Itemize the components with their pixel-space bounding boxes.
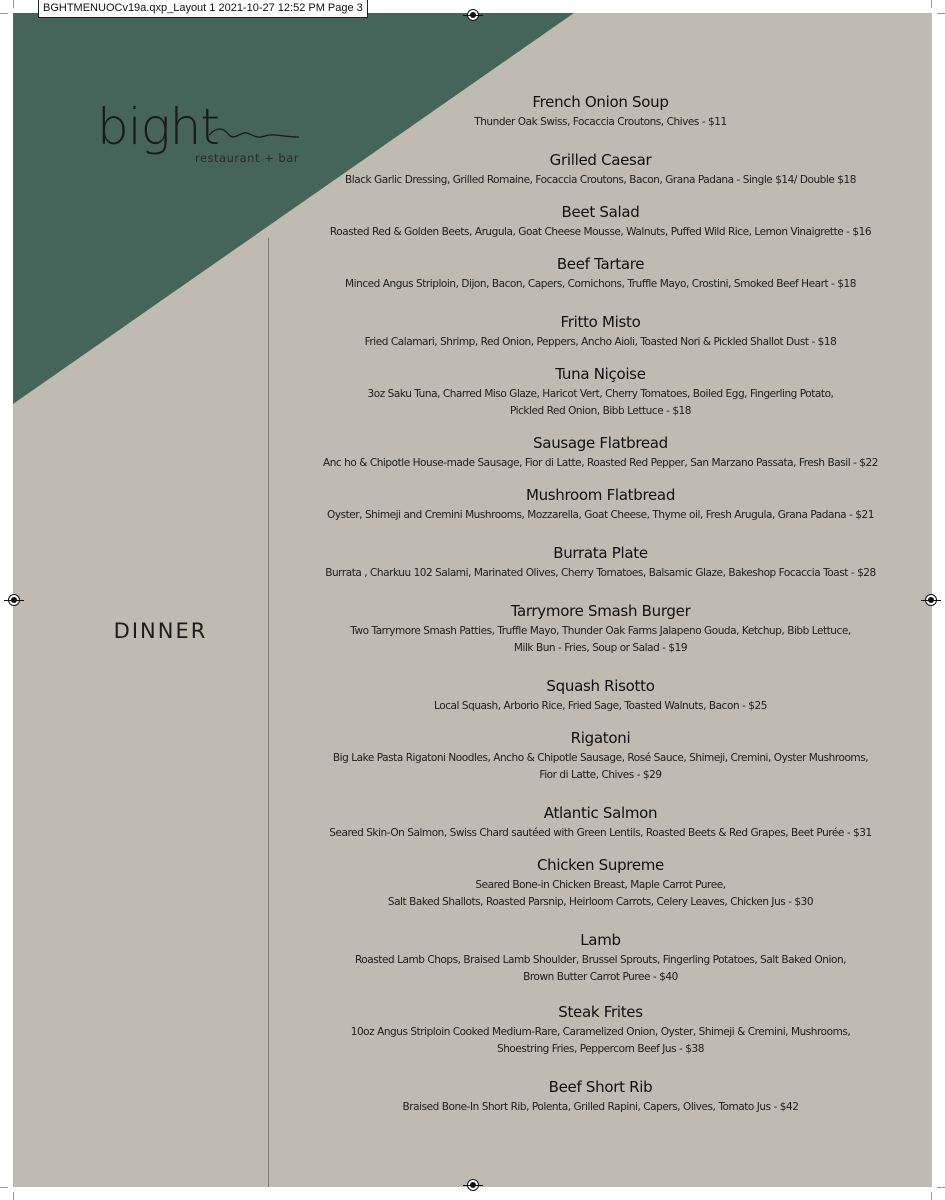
menu-item-description: Black Garlic Dressing, Grilled Romaine, Focaccia Croutons, Bacon, Grana Padana - Single $14/ Double $18 bbox=[345, 174, 856, 186]
menu-item bbox=[289, 728, 912, 784]
registration-mark bbox=[8, 594, 20, 606]
crop-mark bbox=[937, 1187, 945, 1188]
menu-item bbox=[289, 543, 912, 582]
registration-mark bbox=[467, 1179, 479, 1191]
menu-item-name: Atlantic Salmon bbox=[543, 804, 658, 822]
menu-item-description: Burrata , Charkuu 102 Salami, Marinated Olives, Cherry Tomatoes, Balsamic Glaze, Bakeshop Focaccia Toast - $28 bbox=[325, 567, 876, 579]
menu-item bbox=[289, 92, 912, 131]
crop-mark bbox=[13, 1192, 14, 1200]
registration-mark bbox=[925, 594, 937, 606]
menu-item bbox=[289, 150, 912, 189]
menu-item-name: Lamb bbox=[580, 931, 621, 949]
menu-item-name: Grilled Caesar bbox=[549, 151, 652, 169]
menu-item-name: Chicken Supreme bbox=[536, 856, 664, 874]
menu-item-description: Seared Bone-in Chicken Breast, Maple Carrot Puree, Salt Baked Shallots, Roasted Parsnip, Heirloom Carrots, Celery Leaves, Chicken Jus - $30 bbox=[387, 879, 814, 908]
crop-mark bbox=[0, 1187, 8, 1188]
menu-item-description: Fried Calamari, Shrimp, Red Onion, Peppers, Ancho Aioli, Toasted Nori & Pickled Shallot Dust - $18 bbox=[364, 336, 837, 348]
menu-item-name: French Onion Soup bbox=[532, 93, 669, 111]
menu-item bbox=[289, 855, 912, 911]
menu-item-description: Seared Skin-On Salmon, Swiss Chard sautéed with Green Lentils, Roasted Beets & Red Grapes, Beet Purée - $31 bbox=[329, 827, 872, 839]
menu-item-name: Steak Frites bbox=[558, 1003, 643, 1021]
crop-mark bbox=[937, 13, 945, 14]
logo-wordmark: bight bbox=[97, 98, 219, 156]
menu-item bbox=[289, 1077, 912, 1116]
menu-item-name: Mushroom Flatbread bbox=[525, 486, 676, 504]
menu-item-name: Tuna Niçoise bbox=[555, 365, 646, 383]
menu-item-description: Minced Angus Striploin, Dijon, Bacon, Capers, Cornichons, Truffle Mayo, Crostini, Smoked Beef Heart - $18 bbox=[345, 278, 856, 290]
menu-item-description: Anc ho & Chipotle House-made Sausage, Fior di Latte, Roasted Red Pepper, San Marzano Passata, Fresh Basil - $22 bbox=[322, 457, 878, 469]
crop-mark bbox=[0, 13, 8, 14]
menu-item bbox=[289, 803, 912, 842]
menu-item bbox=[289, 930, 912, 986]
menu-item bbox=[289, 202, 912, 241]
menu-item-description: 10oz Angus Striploin Cooked Medium-Rare, Caramelized Onion, Oyster, Shimeji & Cremini, Mushrooms, Shoestring Fries, Peppercorn Beef Jus - $38 bbox=[350, 1026, 851, 1055]
menu-item-description: Thunder Oak Swiss, Focaccia Croutons, Chives - $11 bbox=[474, 116, 727, 128]
logo-tagline: restaurant + bar bbox=[195, 151, 299, 165]
registration-mark bbox=[467, 9, 479, 21]
menu-item-name: Fritto Misto bbox=[560, 313, 641, 331]
menu-item bbox=[289, 1002, 912, 1058]
section-title: DINNER bbox=[113, 619, 208, 643]
menu-page bbox=[13, 13, 932, 1187]
menu-item-name: Sausage Flatbread bbox=[533, 434, 668, 452]
menu-item-name: Tarrymore Smash Burger bbox=[510, 602, 691, 620]
menu-item-description: Roasted Lamb Chops, Braised Lamb Shoulder, Brussel Sprouts, Fingerling Potatoes, Salt Baked Onion, Brown Butter Carrot Puree - $40 bbox=[354, 954, 847, 983]
menu-item bbox=[289, 364, 912, 420]
menu-item-description: Big Lake Pasta Rigatoni Noodles, Ancho & Chipotle Sausage, Rosé Sauce, Shimeji, Cremini, Oyster Mushrooms, Fior di Latte, Chives - $29 bbox=[332, 752, 869, 781]
crop-mark bbox=[931, 0, 932, 8]
menu-item-description: Local Squash, Arborio Rice, Fried Sage, Toasted Walnuts, Bacon - $25 bbox=[434, 700, 767, 712]
print-slug: BGHTMENUOCv19a.qxp_Layout 1 2021-10-27 12:52 PM Page 3 bbox=[38, 0, 368, 18]
menu-item-name: Beet Salad bbox=[561, 203, 640, 221]
menu-list bbox=[13, 13, 932, 1187]
menu-item-name: Squash Risotto bbox=[546, 677, 655, 695]
menu-item bbox=[289, 312, 912, 351]
menu-item-description: Braised Bone-In Short Rib, Polenta, Grilled Rapini, Capers, Olives, Tomato Jus - $42 bbox=[402, 1101, 799, 1113]
menu-item-name: Beef Short Rib bbox=[548, 1078, 653, 1096]
menu-item bbox=[289, 601, 912, 657]
menu-item-name: Rigatoni bbox=[570, 729, 631, 747]
menu-item-description: Roasted Red & Golden Beets, Arugula, Goat Cheese Mousse, Walnuts, Puffed Wild Rice, Lemon Vinaigrette - $16 bbox=[329, 226, 872, 238]
menu-item-name: Beef Tartare bbox=[556, 255, 645, 273]
crop-mark bbox=[13, 0, 14, 8]
menu-item-name: Burrata Plate bbox=[553, 544, 648, 562]
menu-item bbox=[289, 485, 912, 524]
menu-item-description: 3oz Saku Tuna, Charred Miso Glaze, Haricot Vert, Cherry Tomatoes, Boiled Egg, Fingerling Potato, Pickled Red Onion, Bibb Lettuce - $18 bbox=[367, 388, 834, 417]
menu-item-description: Two Tarrymore Smash Patties, Truffle Mayo, Thunder Oak Farms Jalapeno Gouda, Ketchup, Bibb Lettuce, Milk Bun - Fries, Soup or Salad - $19 bbox=[350, 625, 851, 654]
crop-mark bbox=[931, 1192, 932, 1200]
menu-item bbox=[289, 254, 912, 293]
menu-item-description: Oyster, Shimeji and Cremini Mushrooms, Mozzarella, Goat Cheese, Thyme oil, Fresh Arugula, Grana Padana - $21 bbox=[327, 509, 874, 521]
menu-item bbox=[289, 676, 912, 715]
menu-item bbox=[289, 433, 912, 472]
